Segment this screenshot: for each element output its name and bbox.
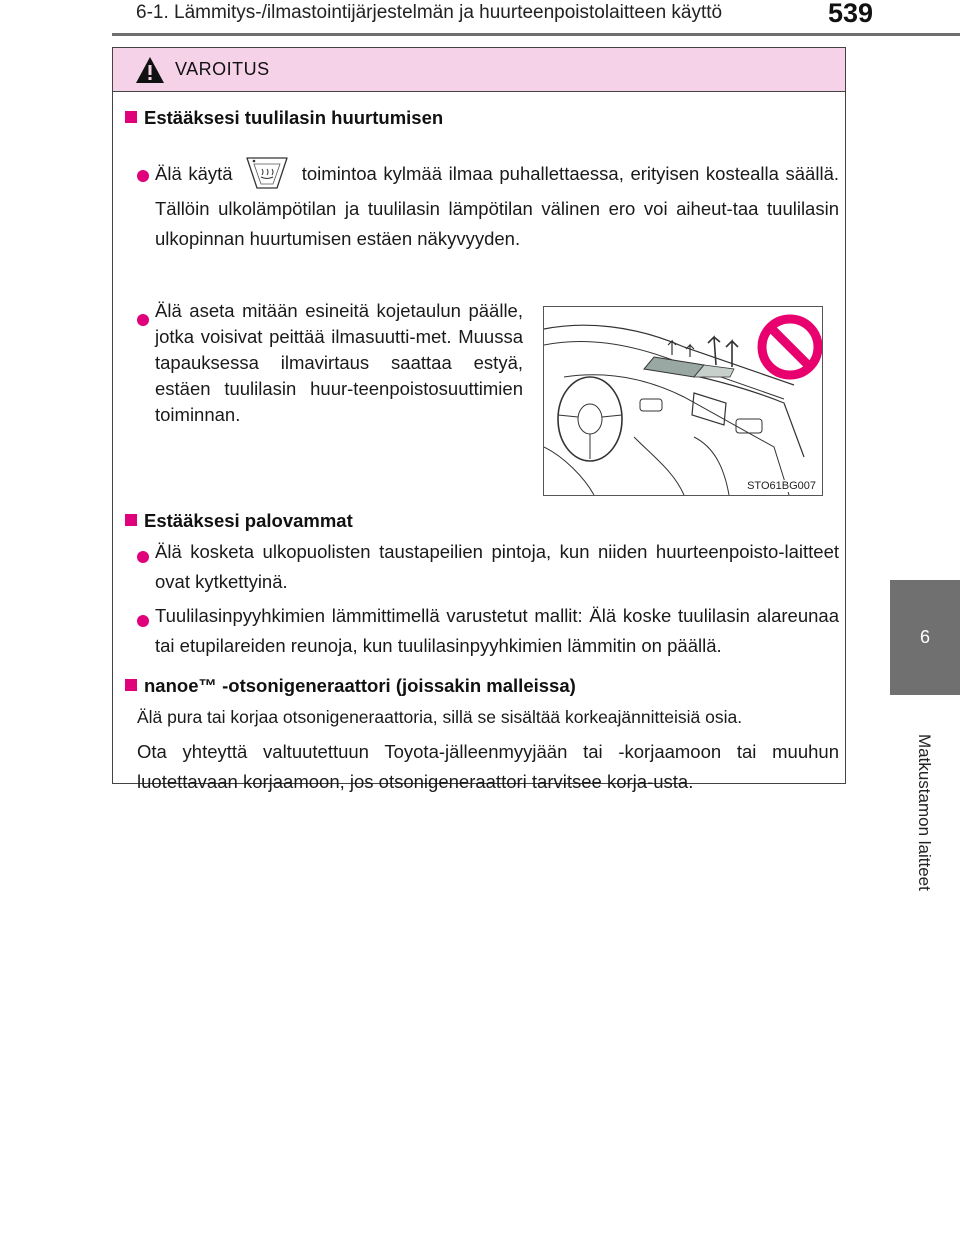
chapter-number: 6 <box>919 627 930 647</box>
bullet-wiper-heater: Tuulilasinpyyhkimien lämmittimellä varustetut mallit: Älä koske tuulilasin alareunaa tai etupilareiden reunoja, kun tuulilasinpyyhkimien lämmitin on päällä. <box>155 605 839 656</box>
section-heading-burns <box>125 510 353 532</box>
chapter-label-text: Matkustamon laitteet <box>915 733 934 891</box>
square-bullet-icon <box>125 111 137 123</box>
warning-box <box>112 47 846 792</box>
prohibition-icon <box>762 319 818 375</box>
dashboard-drawing <box>544 307 822 495</box>
bullet-text-before-icon: Älä käytä <box>155 163 233 184</box>
round-bullet-icon <box>137 551 149 563</box>
bullet-defogger-use <box>155 154 839 254</box>
bullet-mirror-heaters: Älä kosketa ulkopuolisten taustapeilien pintoja, kun niiden huurteenpoisto-laitteet ovat kytkettyinä. <box>155 541 839 592</box>
section-heading-text: Estääksesi palovammat <box>144 510 353 531</box>
section-heading-text: nanoe™ -otsonigeneraattori (joissakin malleissa) <box>144 675 576 696</box>
nanoe-paragraph-1: Älä pura tai korjaa otsonigeneraattoria, sillä se sisältää korkeajännitteisiä osia. <box>137 707 743 727</box>
square-bullet-icon <box>125 679 137 691</box>
nanoe-paragraph-2: Ota yhteyttä valtuutettuun Toyota-jälleenmyyjään tai -korjaamoon tai muuhun luotettavaan korjaamoon, jos otsonigeneraattori tarvitsee korja-usta. <box>137 741 839 792</box>
square-bullet-icon <box>125 514 137 526</box>
section-heading-text: Estääksesi tuulilasin huurtumisen <box>144 107 444 128</box>
warning-content <box>113 92 845 792</box>
warning-triangle-icon <box>135 56 165 84</box>
header-rule <box>112 33 960 36</box>
warning-label: VAROITUS <box>175 59 270 79</box>
windshield-defogger-icon <box>245 154 289 194</box>
page-number: 539 <box>828 0 874 28</box>
round-bullet-icon <box>137 615 149 627</box>
section-heading-nanoe <box>125 675 576 697</box>
round-bullet-icon <box>137 170 149 182</box>
section-heading-defog <box>125 107 443 129</box>
chapter-tab[interactable] <box>890 580 960 695</box>
round-bullet-icon <box>137 314 149 326</box>
bullet-dashboard-objects: Älä aseta mitään esineitä kojetaulun päälle, jotka voisivat peittää ilmasuutti-met. Muussa tapauksessa ilmavirtaus saattaa estyä, estäen tuulilasin huur-teenpoistosuuttimien toiminnan. <box>155 300 523 425</box>
figure-code: STO61BG007 <box>747 480 816 492</box>
page-header-title: 6-1. Lämmitys-/ilmastointijärjestelmän ja huurteenpoistolaitteen käyttö <box>136 2 723 23</box>
dashboard-illustration <box>543 306 823 496</box>
chapter-label <box>888 707 960 917</box>
warning-header <box>113 48 845 92</box>
bullet-text-after-icon: toimintoa kylmää ilmaa puhallettaessa, erityisen kostealla säällä. Tällöin ulkolämpötilan ja tuulilasin lämpötilan välinen ero voi aiheut-taa tuulilasin ulkopinnan huurtumisen estäen näkyvyyden. <box>155 163 840 249</box>
